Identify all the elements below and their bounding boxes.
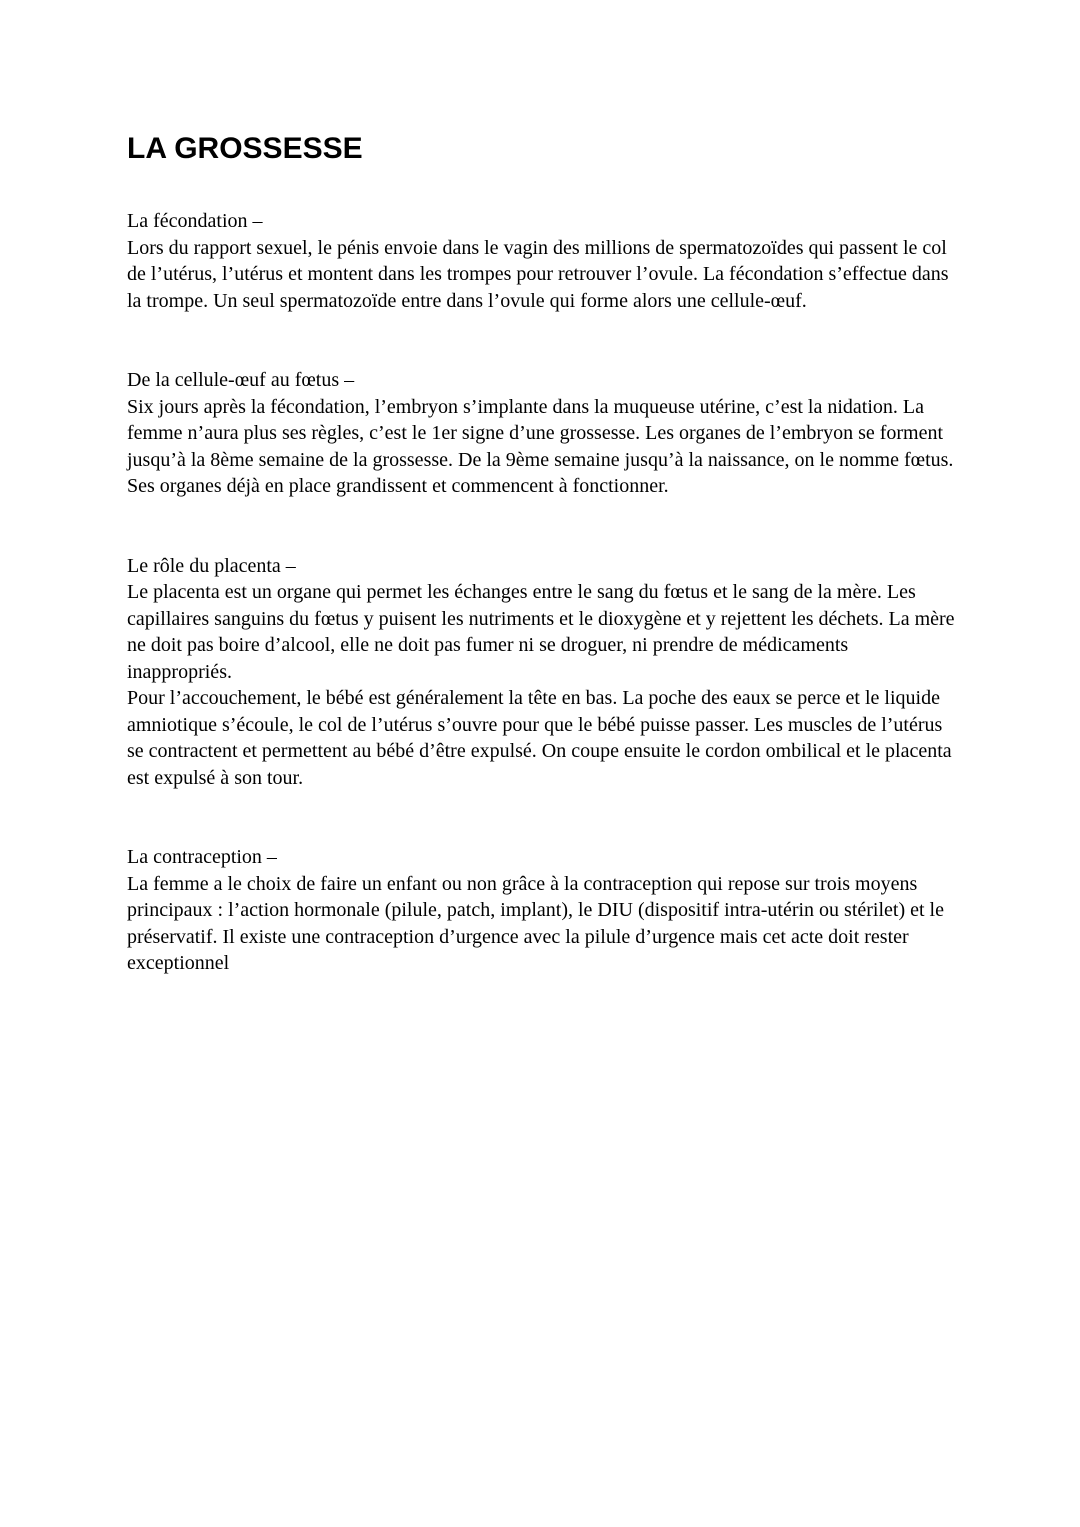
section-heading: De la cellule-œuf au fœtus – [127,369,355,391]
document-section [127,844,958,977]
section-paragraph: La femme a le choix de faire un enfant ou non grâce à la contraception qui repose sur trois moyens principaux : l’action hormonale (pilule, patch, implant), le DIU (dispositif intra-utérin ou stérilet) et le préservatif. Il existe une contraception d’urgence avec la pilule d’urgence mais cet acte doit rester exceptionnel [127,872,944,974]
document-section [127,208,958,314]
document-section [127,367,958,500]
section-heading: Le rôle du placenta – [127,554,296,577]
section-paragraph: Lors du rapport sexuel, le pénis envoie dans le vagin des millions de spermatozoïdes qui passent le col de l’utérus, l’utérus et montent dans les trompes pour retrouver l’ovule. La fécondation s’effectue dans la trompe. Un seul spermatozoïde entre dans l’ovule qui forme alors une cellule-œuf. [127,236,949,312]
document-title: LA GROSSESSE [127,132,363,165]
section-heading: La fécondation – [127,210,263,232]
section-heading: La contraception – [127,846,277,868]
section-paragraph: Six jours après la fécondation, l’embryon s’implante dans la muqueuse utérine, c’est la nidation. La femme n’aura plus ses règles, c’est le 1er signe d’une grossesse. Les organes de l’embryon se forment jusqu’à la 8ème semaine de la grossesse. De la 9ème semaine jusqu’à la naissance, on le nomme fœtus. Ses organes déjà en place grandissent et commencent à fonctionner. [127,395,954,497]
section-paragraph: Pour l’accouchement, le bébé est généralement la tête en bas. La poche des eaux se perce et le liquide amniotique s’écoule, le col de l’utérus s’ouvre pour que le bébé puisse passer. Les muscles de l’utérus se contractent et permettent au bébé d’être expulsé. On coupe ensuite le cordon ombilical et le placenta est expulsé à son tour. [127,687,952,789]
section-paragraph: Le placenta est un organe qui permet les échanges entre le sang du fœtus et le sang de la mère. Les capillaires sanguins du fœtus y puisent les nutriments et le dioxygène et y rejettent les déchets. La mère ne doit pas boire d’alcool, elle ne doit pas fumer ni se droguer, ni prendre de médicaments inappropriés. [127,581,955,683]
document-section [127,553,958,792]
sections-container [127,208,958,977]
